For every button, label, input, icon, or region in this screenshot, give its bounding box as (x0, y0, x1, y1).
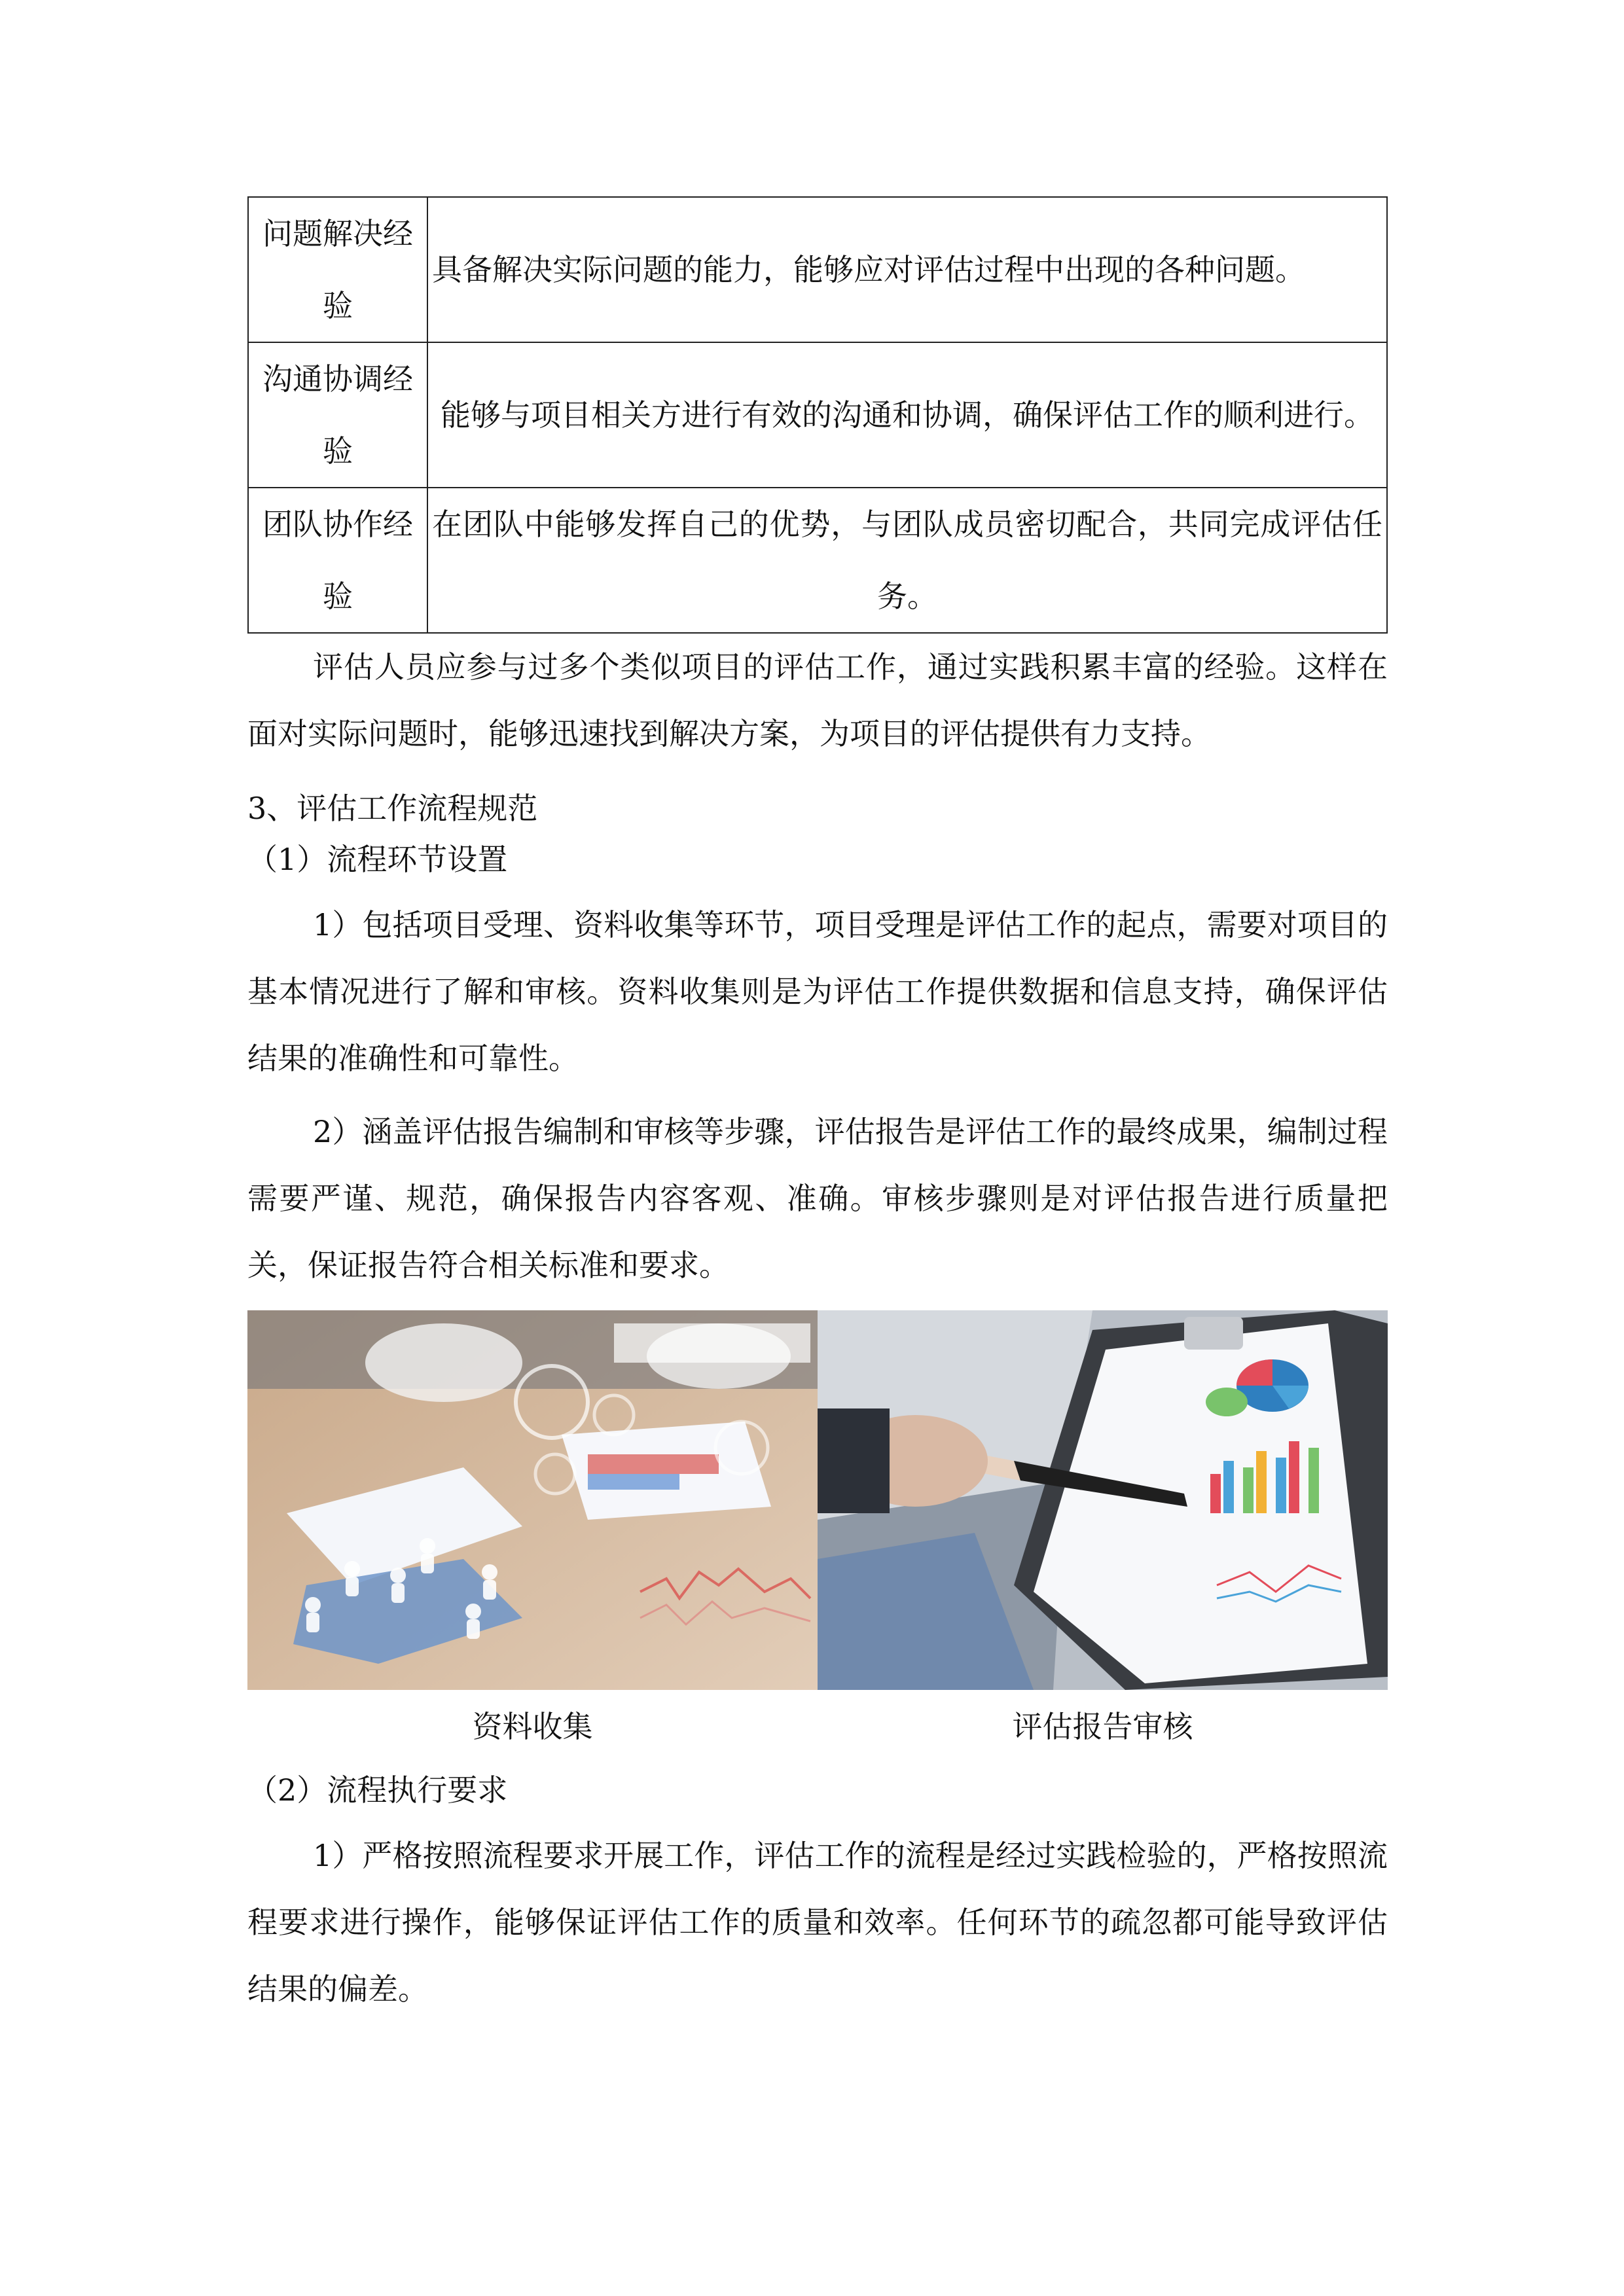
figure-left (247, 1310, 818, 1758)
table-row (248, 488, 1387, 633)
figure-caption: 评估报告审核 (1012, 1709, 1193, 1744)
row-label: 团队协作经验 (248, 488, 427, 633)
row-text: 具备解决实际问题的能力，能够应对评估过程中出现的各种问题。 (427, 197, 1387, 342)
paragraph: 1）包括项目受理、资料收集等环节，项目受理是评估工作的起点，需要对项目的基本情况进行了解和审核。资料收集则是为评估工作提供数据和信息支持，确保评估结果的准确性和可靠性。 (247, 907, 1388, 1076)
subsection-heading: （1）流程环节设置 (247, 842, 508, 877)
experience-paragraph: 评估人员应参与过多个类似项目的评估工作，通过实践积累丰富的经验。这样在面对实际问题时，能够迅速找到解决方案，为项目的评估提供有力支持。 (247, 649, 1388, 751)
row-text: 在团队中能够发挥自己的优势，与团队成员密切配合，共同完成评估任务。 (427, 488, 1387, 633)
figure-row (247, 1310, 1388, 1758)
report-review-photo (818, 1310, 1388, 1690)
figure-right (818, 1310, 1388, 1758)
figure-caption: 资料收集 (472, 1709, 593, 1744)
requirements-table (247, 196, 1388, 634)
section-heading: 3、评估工作流程规范 (247, 791, 538, 826)
subsection-heading: （2）流程执行要求 (247, 1772, 508, 1808)
table-row (248, 342, 1387, 488)
table-row (248, 197, 1387, 342)
paragraph: 2）涵盖评估报告编制和审核等步骤，评估报告是评估工作的最终成果，编制过程需要严谨、规范，确保报告内容客观、准确。审核步骤则是对评估报告进行质量把关，保证报告符合相关标准和要求。 (247, 1114, 1388, 1283)
document-page (247, 196, 1388, 2022)
row-label: 问题解决经验 (248, 197, 427, 342)
row-label: 沟通协调经验 (248, 342, 427, 488)
data-collection-photo (247, 1310, 818, 1690)
paragraph: 1）严格按照流程要求开展工作，评估工作的流程是经过实践检验的，严格按照流程要求进行操作，能够保证评估工作的质量和效率。任何环节的疏忽都可能导致评估结果的偏差。 (247, 1838, 1388, 2007)
row-text: 能够与项目相关方进行有效的沟通和协调，确保评估工作的顺利进行。 (427, 342, 1387, 488)
